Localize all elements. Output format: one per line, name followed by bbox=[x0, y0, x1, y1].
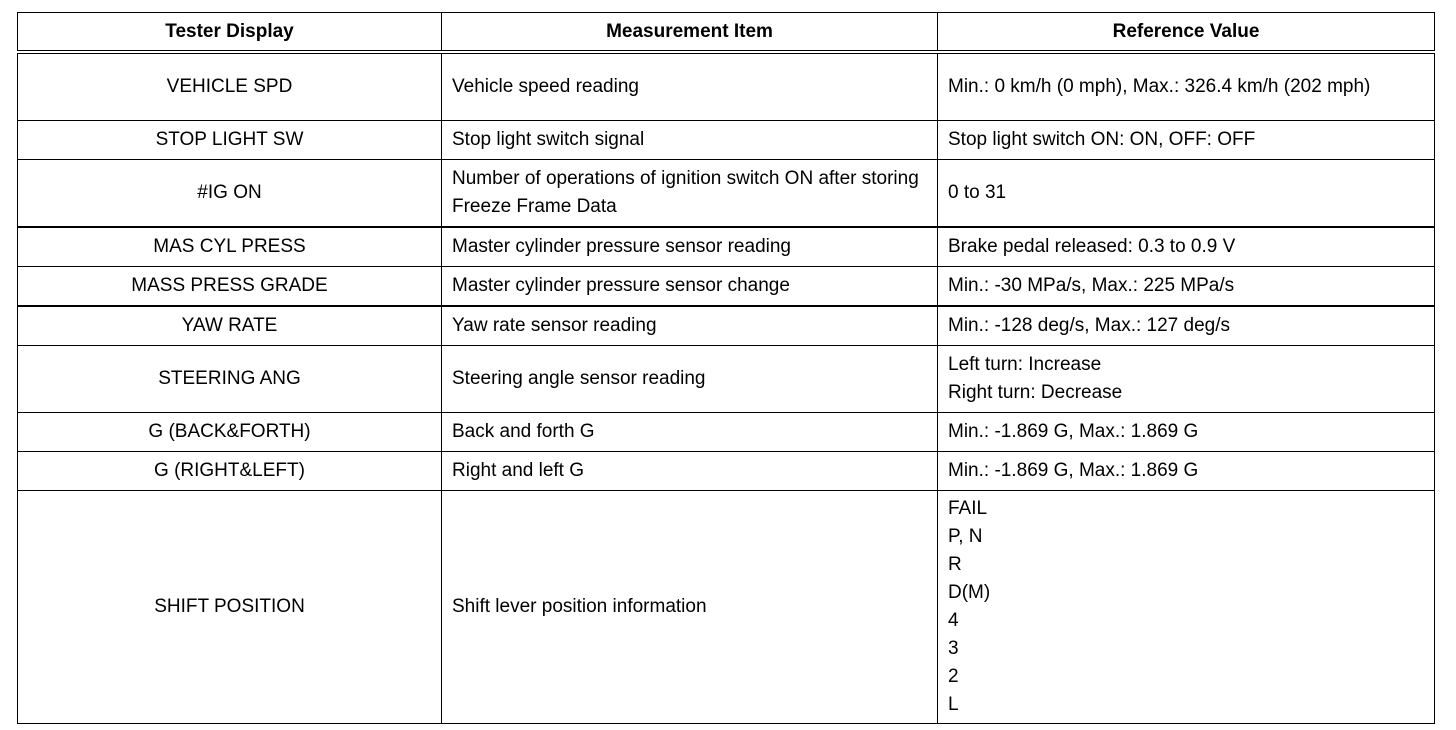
reference-value-line: 3 bbox=[948, 638, 959, 659]
tester-display-cell: VEHICLE SPD bbox=[18, 52, 442, 121]
table-row bbox=[18, 267, 1435, 307]
tester-display-cell: MAS CYL PRESS bbox=[18, 227, 442, 267]
reference-value-cell bbox=[938, 160, 1435, 228]
table-header-row bbox=[18, 13, 1435, 53]
table-row bbox=[18, 227, 1435, 267]
table-row bbox=[18, 452, 1435, 491]
reference-value-line: 0 to 31 bbox=[948, 182, 1007, 203]
measurement-item-cell: Master cylinder pressure sensor change bbox=[442, 267, 938, 307]
reference-value-cell bbox=[938, 413, 1435, 452]
measurement-item-cell: Shift lever position information bbox=[442, 491, 938, 724]
reference-value-cell bbox=[938, 346, 1435, 413]
tester-display-cell: #IG ON bbox=[18, 160, 442, 228]
measurement-item-cell: Number of operations of ignition switch ON after storing Freeze Frame Data bbox=[442, 160, 938, 228]
reference-value-cell bbox=[938, 452, 1435, 491]
measurement-item-cell: Right and left G bbox=[442, 452, 938, 491]
data-list-table bbox=[17, 12, 1435, 724]
tester-display-cell: STEERING ANG bbox=[18, 346, 442, 413]
table-row bbox=[18, 491, 1435, 724]
reference-value-cell bbox=[938, 306, 1435, 346]
reference-value-line: Left turn: Increase bbox=[948, 354, 1102, 375]
measurement-item-cell: Steering angle sensor reading bbox=[442, 346, 938, 413]
reference-value-line: P, N bbox=[948, 526, 983, 547]
table-row bbox=[18, 52, 1435, 121]
reference-value-line: 4 bbox=[948, 610, 959, 631]
reference-value-cell bbox=[938, 267, 1435, 307]
table-row bbox=[18, 160, 1435, 228]
reference-value-line: D(M) bbox=[948, 582, 991, 603]
tester-display-cell: YAW RATE bbox=[18, 306, 442, 346]
reference-value-line: Right turn: Decrease bbox=[948, 382, 1123, 403]
reference-value-line: 2 bbox=[948, 666, 959, 687]
reference-value-line: Min.: -1.869 G, Max.: 1.869 G bbox=[948, 421, 1199, 442]
table-row bbox=[18, 346, 1435, 413]
tester-display-cell: STOP LIGHT SW bbox=[18, 121, 442, 160]
reference-value-line: Min.: -128 deg/s, Max.: 127 deg/s bbox=[948, 315, 1230, 336]
measurement-item-cell: Master cylinder pressure sensor reading bbox=[442, 227, 938, 267]
measurement-item-cell: Yaw rate sensor reading bbox=[442, 306, 938, 346]
reference-value-line: Brake pedal released: 0.3 to 0.9 V bbox=[948, 236, 1236, 257]
tester-display-cell: G (RIGHT&LEFT) bbox=[18, 452, 442, 491]
header-tester-display: Tester Display bbox=[18, 13, 442, 53]
tester-display-cell: MASS PRESS GRADE bbox=[18, 267, 442, 307]
reference-value-cell bbox=[938, 491, 1435, 724]
reference-value-cell bbox=[938, 52, 1435, 121]
table-row bbox=[18, 121, 1435, 160]
tester-display-cell: G (BACK&FORTH) bbox=[18, 413, 442, 452]
tester-display-cell: SHIFT POSITION bbox=[18, 491, 442, 724]
measurement-item-cell: Back and forth G bbox=[442, 413, 938, 452]
reference-value-line: Stop light switch ON: ON, OFF: OFF bbox=[948, 129, 1256, 150]
header-reference-value: Reference Value bbox=[938, 13, 1435, 53]
reference-value-line: Min.: -1.869 G, Max.: 1.869 G bbox=[948, 460, 1199, 481]
measurement-item-cell: Stop light switch signal bbox=[442, 121, 938, 160]
reference-value-line: Min.: 0 km/h (0 mph), Max.: 326.4 km/h (202 mph) bbox=[948, 76, 1371, 97]
measurement-item-cell: Vehicle speed reading bbox=[442, 52, 938, 121]
reference-value-line: Min.: -30 MPa/s, Max.: 225 MPa/s bbox=[948, 275, 1235, 296]
table-row bbox=[18, 306, 1435, 346]
reference-value-cell bbox=[938, 121, 1435, 160]
reference-value-line: L bbox=[948, 694, 959, 715]
reference-value-line: R bbox=[948, 554, 962, 575]
header-measurement-item: Measurement Item bbox=[442, 13, 938, 53]
reference-value-cell bbox=[938, 227, 1435, 267]
table-row bbox=[18, 413, 1435, 452]
reference-value-line: FAIL bbox=[948, 498, 988, 519]
